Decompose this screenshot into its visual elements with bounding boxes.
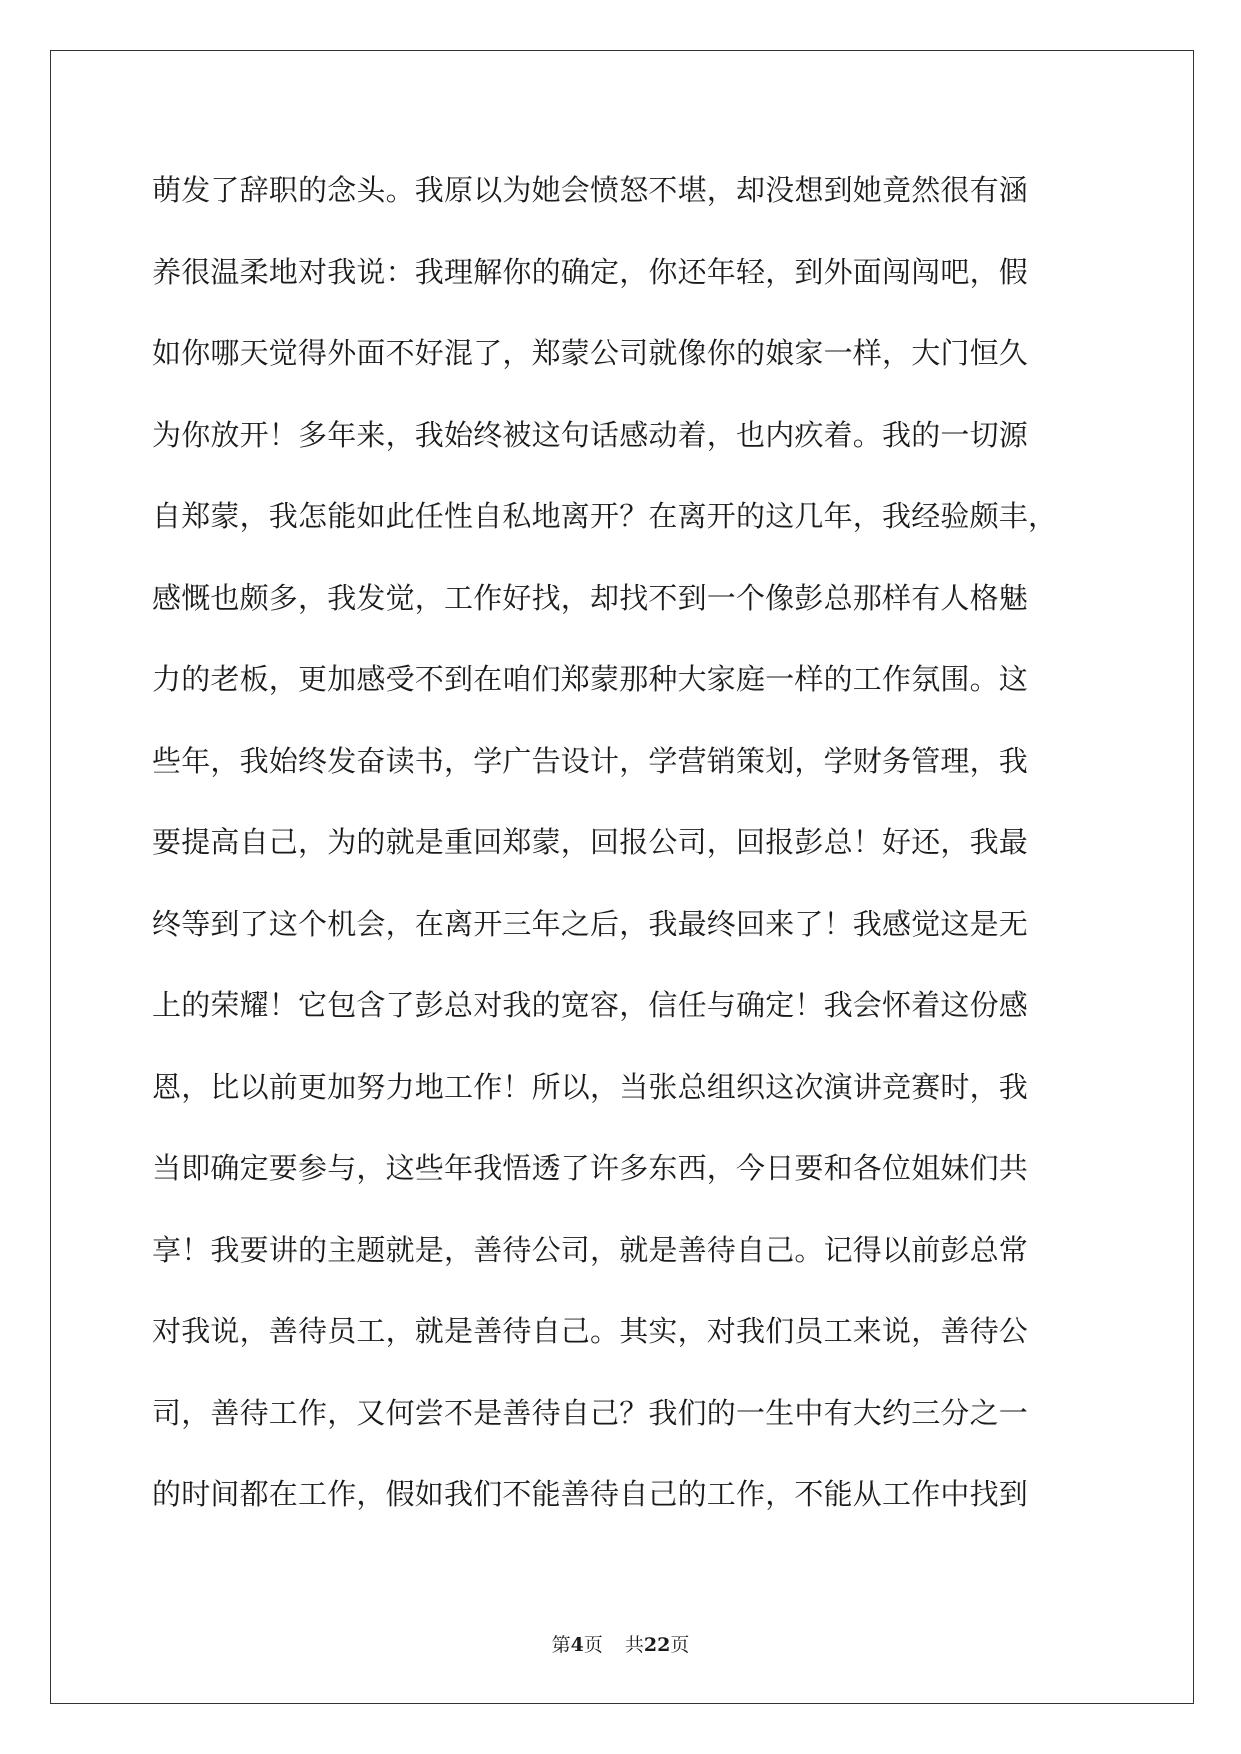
total-suffix: 页 <box>670 1634 690 1656</box>
text-line-11: 上的荣耀！它包含了彭总对我的宽容，信任与确定！我会怀着这份感 <box>152 988 1029 1022</box>
text-line-6: 感慨也颇多，我发觉，工作好找，却找不到一个像彭总那样有人格魅 <box>152 580 1029 615</box>
text-line-1: 萌发了辞职的念头。我原以为她会愤怒不堪，却没想到她竟然很有涵 <box>152 173 1029 207</box>
page-prefix: 第 <box>551 1634 571 1656</box>
text-line-12: 恩，比以前更加努力地工作！所以，当张总组织这次演讲竞赛时，我 <box>152 1069 1029 1104</box>
text-line-9: 要提高自己，为的就是重回郑蒙，回报公司，回报彭总！好还，我最 <box>152 825 1029 859</box>
page-footer <box>0 1630 1241 1657</box>
text-line-5: 自郑蒙，我怎能如此任性自私地离开？在离开的这几年，我经验颇丰， <box>152 499 1058 533</box>
text-line-16: 司，善待工作，又何尝不是善待自己？我们的一生中有大约三分之一 <box>152 1395 1029 1430</box>
text-line-8: 些年，我始终发奋读书，学广告设计，学营销策划，学财务管理，我 <box>152 743 1029 778</box>
text-line-15: 对我说，善待员工，就是善待自己。其实，对我们员工来说，善待公 <box>152 1314 1029 1348</box>
text-line-3: 如你哪天觉得外面不好混了，郑蒙公司就像你的娘家一样，大门恒久 <box>152 336 1029 370</box>
text-line-2: 养很温柔地对我说：我理解你的确定，你还年轻，到外面闯闯吧，假 <box>152 254 1029 289</box>
page-number: 4 <box>570 1634 584 1656</box>
page-suffix: 页 <box>583 1634 603 1656</box>
text-line-13: 当即确定要参与，这些年我悟透了许多东西，今日要和各位姐妹们共 <box>152 1151 1029 1185</box>
text-line-7: 力的老板，更加感受不到在咱们郑蒙那种大家庭一样的工作氛围。这 <box>152 662 1029 696</box>
total-pages: 22 <box>643 1634 671 1656</box>
text-line-17: 的时间都在工作，假如我们不能善待自己的工作，不能从工作中找到 <box>152 1477 1029 1511</box>
text-line-4: 为你放开！多年来，我始终被这句话感动着，也内疚着。我的一切源 <box>152 417 1029 452</box>
body-text <box>152 164 1092 1550</box>
total-prefix: 共 <box>624 1634 644 1656</box>
text-line-14: 享！我要讲的主题就是，善待公司，就是善待自己。记得以前彭总常 <box>152 1232 1029 1267</box>
text-line-10: 终等到了这个机会，在离开三年之后，我最终回来了！我感觉这是无 <box>152 906 1029 941</box>
